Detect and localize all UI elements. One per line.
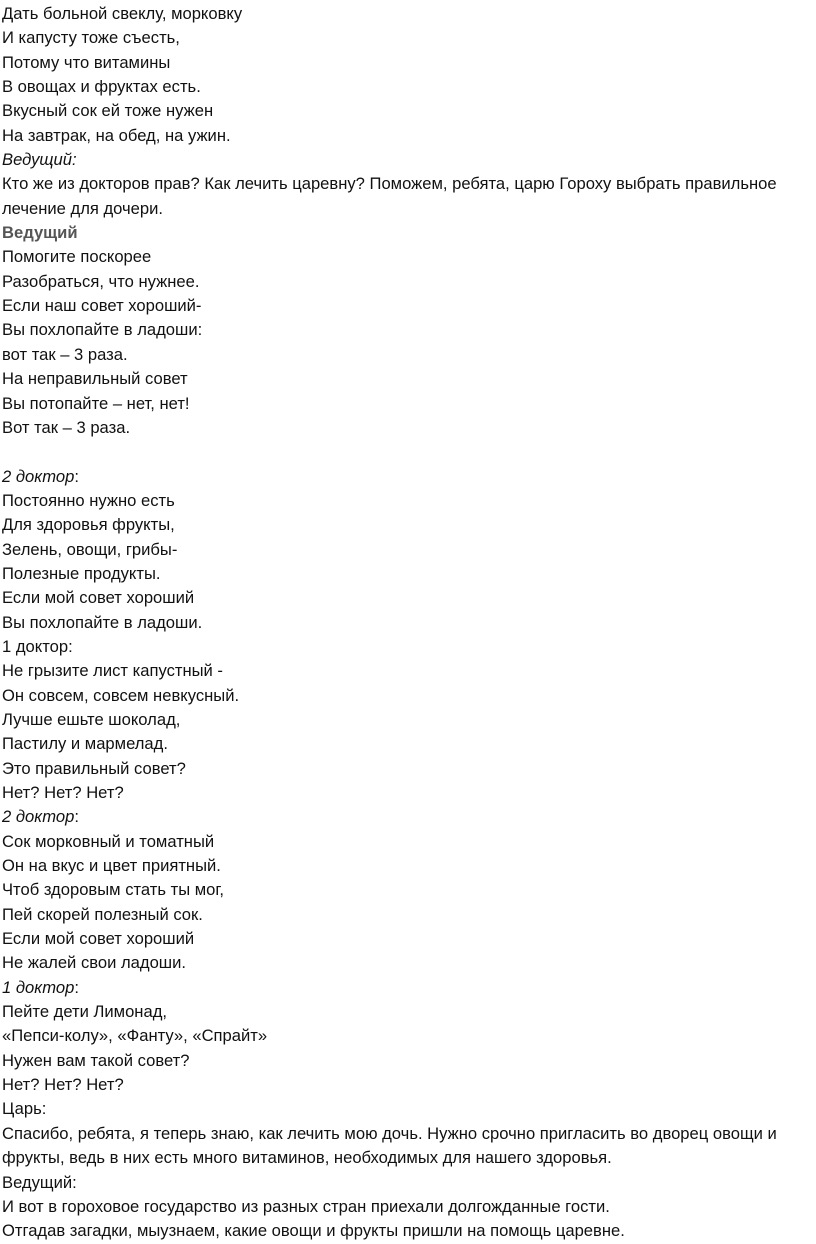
speaker-name: 2 доктор [2,807,75,827]
text-line: Вот так – 3 раза. [2,417,131,437]
speaker-label-host: Ведущий: [2,150,77,170]
text-line: Помогите поскорее [2,247,152,267]
text-line: Полезные продукты. [2,563,161,583]
text-line: Если мой совет хороший [2,588,195,608]
speaker-label-tsar: Царь: [2,1099,47,1119]
text-line: Зелень, овощи, грибы- [2,539,178,559]
text-line: Он совсем, совсем невкусный. [2,685,240,705]
text-line: Вы потопайте – нет, нет! [2,393,190,413]
text-line: Дать больной свеклу, морковку [2,4,243,23]
colon: : [74,807,79,827]
text-line: Лучше ешьте шоколад, [2,709,181,729]
paragraph: Спасибо, ребята, я теперь знаю, как лечить мою дочь. Нужно срочно пригласить во дворец овощи и фрукты, ведь в них есть много витаминов, необходимых для нашего здоровья. [2,1123,777,1168]
text-line: В овощах и фруктах есть. [2,77,201,97]
document-page [2,2,814,1244]
speaker-label-doctor-2 [2,805,814,829]
text-line: И вот в гороховое государство из разных стран приехали долгожданные гости. [2,1196,610,1216]
speaker-name: 2 доктор [2,466,75,486]
text-line: Отгадав загадки, мыузнаем, какие овощи и фрукты пришли на помощь царевне. [2,1221,625,1241]
text-line: Вкусный сок ей тоже нужен [2,101,214,121]
speaker-label-doctor-1 [2,976,814,1000]
text-line: Если наш совет хороший- [2,296,202,316]
text-line: Он на вкус и цвет приятный. [2,856,221,876]
text-line: На завтрак, на обед, на ужин. [2,125,231,145]
text-line: Сок морковный и томатный [2,831,215,851]
text-line: Постоянно нужно есть [2,490,175,510]
text-line: Чтоб здоровым стать ты мог, [2,880,225,900]
speaker-label-host: Ведущий: [2,1172,77,1192]
text-line: Если мой совет хороший [2,929,195,949]
speaker-label-host-bold: Ведущий [2,223,78,243]
text-line: Пастилу и мармелад. [2,734,168,754]
text-line: Не жалей свои ладоши. [2,953,186,973]
colon: : [74,977,79,997]
text-line: Нужен вам такой совет? [2,1050,190,1070]
text-line: вот так – 3 раза. [2,344,128,364]
text-line: Это правильный совет? [2,758,186,778]
text-line: «Пепси-колу», «Фанту», «Спрайт» [2,1026,268,1046]
paragraph: Кто же из докторов прав? Как лечить царевну? Поможем, ребята, царю Гороху выбрать правильное лечение для дочери. [2,174,777,218]
text-line: Пейте дети Лимонад, [2,1002,167,1022]
text-line: Разобраться, что нужнее. [2,271,200,291]
text-line: Не грызите лист капустный - [2,661,223,681]
speaker-label-doctor-1: 1 доктор: [2,636,73,656]
text-line: Потому что витамины [2,52,171,72]
text-line: Вы похлопайте в ладоши: [2,320,203,340]
text-line: Для здоровья фрукты, [2,515,175,535]
text-line: На неправильный совет [2,369,188,389]
text-line: Вы похлопайте в ладоши. [2,612,203,632]
colon: : [74,466,79,486]
speaker-name: 1 доктор [2,977,75,997]
text-line: Нет? Нет? Нет? [2,1075,124,1095]
text-line: Нет? Нет? Нет? [2,783,124,802]
blank-line [2,440,814,464]
speaker-label-doctor-2 [2,465,814,489]
text-line: И капусту тоже съесть, [2,28,180,48]
text-line: Пей скорей полезный сок. [2,904,203,924]
